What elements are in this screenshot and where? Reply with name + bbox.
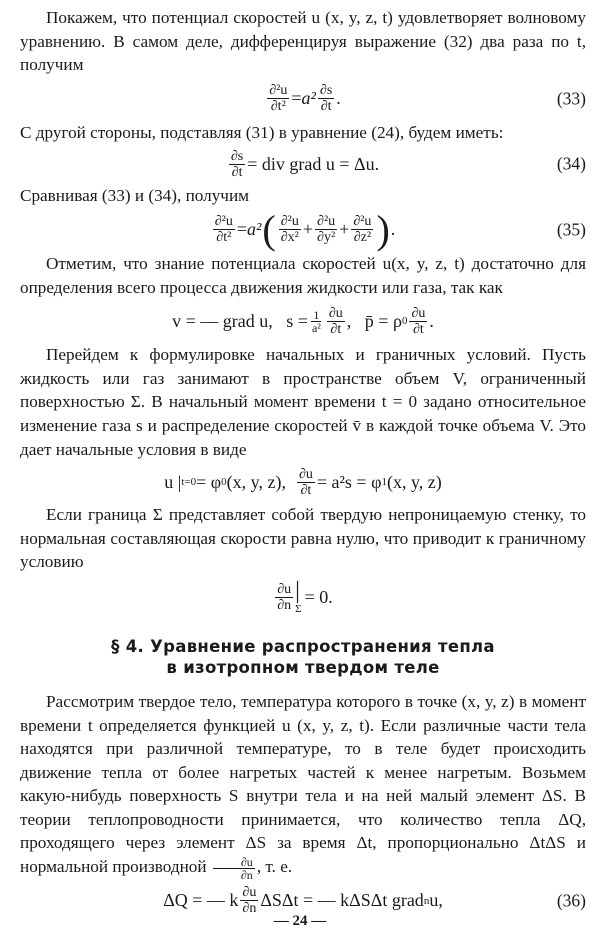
evaluation-bar: | Σ <box>295 577 302 615</box>
fraction: $\frac{\text{∂²u}}{\text{∂t²}}$ <box>269 83 288 115</box>
paragraph-velocity-potential: Отметим, что знание потенциала скоростей u(x, y, z, t) достаточно для определения всего процесса движения жидкости или газа, так как <box>20 253 586 297</box>
paragraph-compare: Сравнивая (33) и (34), получим <box>20 186 250 206</box>
equation-36: ΔQ = — k $\frac{\partial u}{\partial n}$ ΔSΔt = — kΔSΔt grad n u, (36) <box>163 885 586 917</box>
paragraph-initial-conditions: Перейдем к формулировке начальных и граничных условий. Пусть жидкость или газ занимают в пространстве объем V, ограниченный поверхностью Σ. В начальный момент времени t = 0 задано относительное изменение газа s и распределение скоростей v̄ в каждой точке объема V. Это дает начальные условия в виде <box>20 345 586 459</box>
fraction: $\frac{\partial u}{\partial t}$ <box>411 305 426 337</box>
equation-velocity: v = — grad u, s = $\frac{1}{\text{a²}}$ $\frac{\partial u}{\partial t}$ , p̄ = ρ 0 $\frac{\partial u}{\partial t}$ . <box>172 305 434 337</box>
equation-35: $\frac{\text{∂²u}}{\text{∂t²}}$ = a² ( $\frac{\text{∂²u}}{\text{∂x²}}$ + $\frac{\text{∂²u}}{\text{∂y²}}$ + $\frac{\text{∂²u}}{\text{∂z²}}$ ) . (35) <box>214 206 586 252</box>
fraction: $\frac{1}{\text{a²}}$ <box>311 307 321 335</box>
fraction: $\frac{\text{∂²u}}{\text{∂y²}}$ <box>317 214 336 246</box>
page-number: — 24 — <box>273 913 327 929</box>
paragraph-wave-intro: Покажем, что потенциал скоростей u (x, y, z, t) удовлетворяет волновому уравнению. В самом деле, дифференцируя выражение (32) два раза по t, получим <box>20 8 586 75</box>
fraction: $\frac{\partial u}{\partial n}$ <box>213 856 255 881</box>
equation-34: $\frac{\partial s}{\partial t}$ = div grad u = Δu. (34) <box>230 148 586 180</box>
paragraph-substitution: С другой стороны, подставляя (31) в уравнение (24), будем иметь: <box>20 122 504 142</box>
paragraph-heat-body: Рассмотрим твердое тело, температура которого в точке (x, y, z) в момент времени t определяется функцией u (x, y, z, t). Если различные части тела находятся при различной температуре, то в теле будет происходить движение тепла от более нагретых частей к менее нагретым. Возьмем какую-нибудь поверхность S внутри тела и на ней малый элемент ΔS. В теории теплопроводности принимается, что количество тепла ΔQ, проходящего через элемент ΔS за время Δt, пропорционально ΔtΔS и нормальной производной $\frac{\partial u}{\partial n}$ , т. е. <box>20 691 586 882</box>
section-heading-line1: § 4. Уравнение распространения тепла <box>111 636 495 656</box>
fraction: $\frac{\text{∂²u}}{\text{∂t²}}$ <box>214 214 233 246</box>
equation-boundary: $\frac{\partial u}{\partial n}$ | Σ = 0. <box>277 577 333 615</box>
equation-number: (36) <box>556 890 586 911</box>
fraction: $\frac{\partial s}{\partial t}$ <box>319 83 333 115</box>
fraction: $\frac{\text{∂²u}}{\text{∂z²}}$ <box>353 214 372 246</box>
equation-number: (35) <box>556 219 586 240</box>
fraction: $\frac{\partial u}{\partial n}$ <box>277 582 292 614</box>
equation-33: $\frac{\text{∂²u}}{\text{∂t²}}$ = a² $\frac{\partial s}{\partial t}$ . (33) <box>269 83 586 115</box>
paragraph-boundary: Если граница Σ представляет собой твердую непроницаемую стенку, то нормальная составляющая скорости равна нулю, что приводит к граничному условию <box>20 505 586 572</box>
fraction: $\frac{\partial u}{\partial t}$ <box>298 466 313 498</box>
fraction: $\frac{\text{∂²u}}{\text{∂x²}}$ <box>280 214 299 246</box>
fraction: $\frac{\partial u}{\partial t}$ <box>328 305 343 337</box>
equation-number: (33) <box>556 88 586 109</box>
equation-number: (34) <box>556 153 586 174</box>
fraction: $\frac{\partial s}{\partial t}$ <box>230 148 244 180</box>
document-page <box>20 6 586 921</box>
fraction: $\frac{\partial u}{\partial n}$ <box>242 885 257 917</box>
section-heading-line2: в изотропном твердом теле <box>166 657 440 677</box>
equation-initial: u | t=0 = φ 0 (x, y, z), $\frac{\partial u}{\partial t}$ = a²s = φ 1 (x, y, z) <box>164 466 442 498</box>
